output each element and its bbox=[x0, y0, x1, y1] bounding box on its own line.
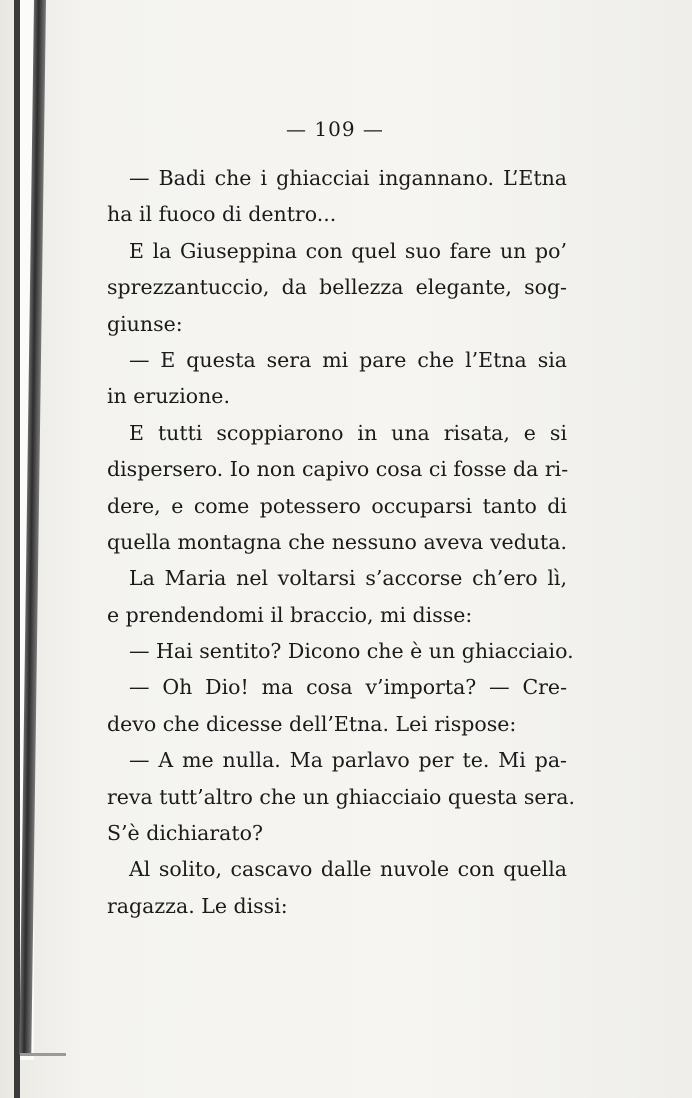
text-line: ha il fuoco di dentro... bbox=[107, 202, 337, 227]
text-line: reva tutt’altro che un ghiacciaio questa sera. bbox=[107, 784, 576, 809]
text-line: — Oh Dio! ma cosa v’importa? — Cre- bbox=[129, 675, 567, 700]
text-line: e prendendomi il braccio, mi disse: bbox=[107, 602, 473, 627]
text-line: ragazza. Le dissi: bbox=[107, 893, 288, 918]
text-line: S’è dichiarato? bbox=[107, 821, 263, 846]
text-line: dere, e come potessero occuparsi tanto di bbox=[107, 493, 567, 518]
text-line: — Hai sentito? Dicono che è un ghiacciaio. bbox=[129, 639, 574, 664]
text-line: — A me nulla. Ma parlavo per te. Mi pa- bbox=[129, 748, 567, 773]
text-line: devo che dicesse dell’Etna. Lei rispose: bbox=[107, 711, 517, 736]
text-line: dispersero. Io non capivo cosa ci fosse da ri- bbox=[107, 457, 569, 482]
body-text bbox=[107, 160, 576, 924]
text-line: Al solito, cascavo dalle nuvole con quella bbox=[129, 857, 567, 882]
text-line: E tutti scoppiarono in una risata, e si bbox=[129, 420, 567, 445]
page-number: — 109 — bbox=[286, 117, 384, 141]
binding-bottom-edge bbox=[20, 1053, 66, 1056]
text-line: — Badi che i ghiacciai ingannano. L’Etna bbox=[129, 166, 567, 190]
text-line: giunse: bbox=[107, 311, 183, 336]
text-line: sprezzantuccio, da bellezza elegante, sog- bbox=[107, 275, 567, 300]
text-line: E la Giuseppina con quel suo fare un po’ bbox=[129, 238, 567, 263]
text-line: — E questa sera mi pare che l’Etna sia bbox=[129, 347, 567, 372]
text-line: quella montagna che nessuno aveva veduta. bbox=[107, 529, 567, 554]
text-line: in eruzione. bbox=[107, 384, 230, 409]
text-line: La Maria nel voltarsi s’accorse ch’ero lì, bbox=[129, 566, 567, 591]
